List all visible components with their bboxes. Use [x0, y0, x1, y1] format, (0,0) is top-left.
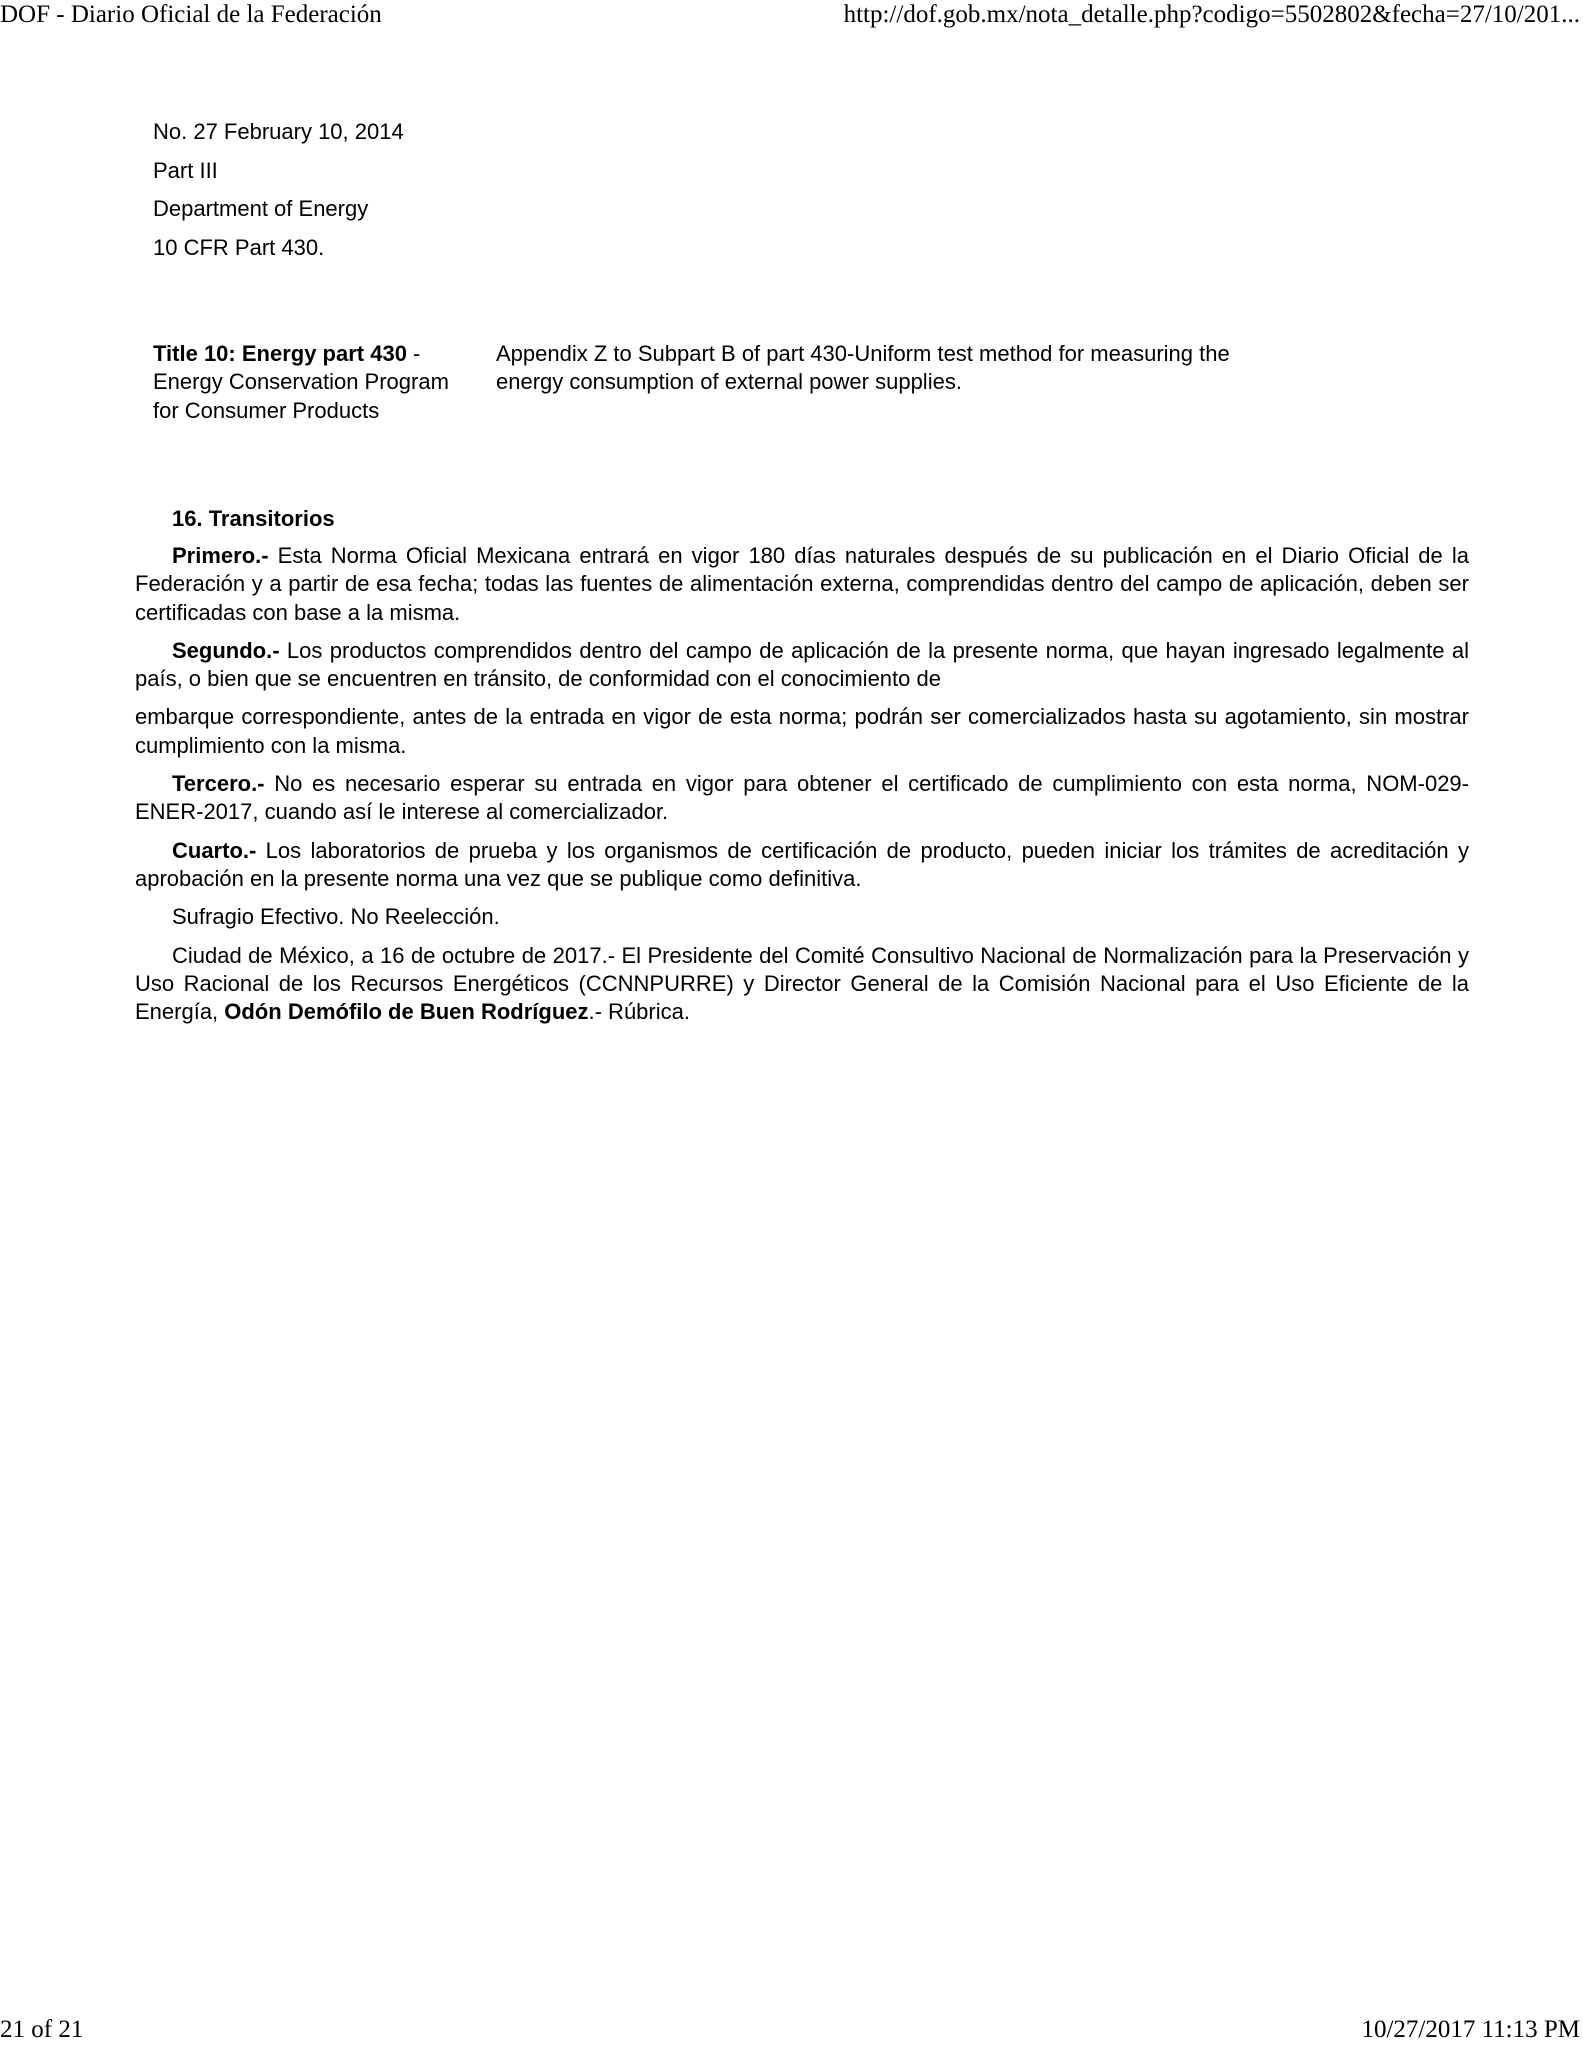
part-line: Part III	[153, 157, 218, 183]
paragraph-primero	[135, 542, 1469, 627]
closing-end: .- Rúbrica.	[588, 999, 690, 1025]
reference-title-rest: - Energy Conservation Program for Consumer Products	[153, 341, 449, 423]
cuarto-label: Cuarto.-	[172, 837, 257, 863]
department-line: Department of Energy	[153, 196, 369, 221]
transitorios-section	[135, 504, 1469, 1036]
document-reference-header	[153, 113, 404, 267]
cfr-line: 10 CFR Part 430.	[153, 234, 325, 260]
cuarto-text: Los laboratorios de prueba y los organismos de certificación de producto, pueden iniciar los trámites de acreditación y aprobación en la presente norma una vez que se publique como definitiva.	[135, 837, 1469, 891]
paragraph-segundo	[135, 637, 1469, 694]
section-heading: 16. Transitorios	[172, 506, 335, 531]
signatory-name: Odón Demófilo de Buen Rodríguez	[224, 999, 589, 1025]
page-url: http://dof.gob.mx/nota_detalle.php?codigo=5502802&fecha=27/10/201...	[843, 1, 1580, 28]
closing-text: Ciudad de México, a 16 de octubre de 2017.- El Presidente del Comité Consultivo Nacional de Normalización para la Preservación y Uso Racional de los Recursos Energéticos (CCNNPURRE) y Director General de la Comisión Nacional para el Uso Eficiente de la Energía,	[135, 942, 1469, 1025]
segundo-text: Los productos comprendidos dentro del campo de aplicación de la presente norma, que hayan ingresado legalmente al país, o bien que se encuentren en tránsito, de conformidad con el conocimiento de	[135, 637, 1469, 692]
page-title: DOF - Diario Oficial de la Federación	[0, 1, 382, 28]
paragraph-tercero	[135, 770, 1469, 827]
print-datetime: 10/27/2017 11:13 PM	[1361, 2016, 1580, 2043]
reference-title-cell	[153, 340, 453, 425]
tercero-text: No es necesario esperar su entrada en vigor para obtener el certificado de cumplimiento con esta norma, NOM-029-ENER-2017, cuando así le interese al comercializador.	[135, 771, 1469, 825]
issue-line: No. 27 February 10, 2014	[153, 119, 404, 144]
segundo-label: Segundo.-	[172, 637, 280, 663]
paragraph-closing	[135, 942, 1469, 1027]
page-count: 21 of 21	[0, 2016, 84, 2043]
reference-title-bold: Title 10: Energy part 430	[153, 341, 407, 366]
reference-appendix-cell: Appendix Z to Subpart B of part 430-Uniform test method for measuring the energy consumption of external power supplies.	[496, 341, 1230, 395]
primero-label: Primero.-	[172, 543, 269, 568]
tercero-label: Tercero.-	[172, 771, 265, 797]
paragraph-sufragio: Sufragio Efectivo. No Reelección.	[172, 904, 500, 930]
primero-text: Esta Norma Oficial Mexicana entrará en vigor 180 días naturales después de su publicación en el Diario Oficial de la Federación y a partir de esa fecha; todas las fuentes de alimentación externa, comprendidas dentro del campo de aplicación, deben ser certificadas con base a la misma.	[135, 543, 1469, 625]
paragraph-segundo-continued: embarque correspondiente, antes de la entrada en vigor de esta norma; podrán ser comercializados hasta su agotamiento, sin mostrar cumplimiento con la misma.	[135, 704, 1469, 758]
paragraph-cuarto	[135, 837, 1469, 894]
